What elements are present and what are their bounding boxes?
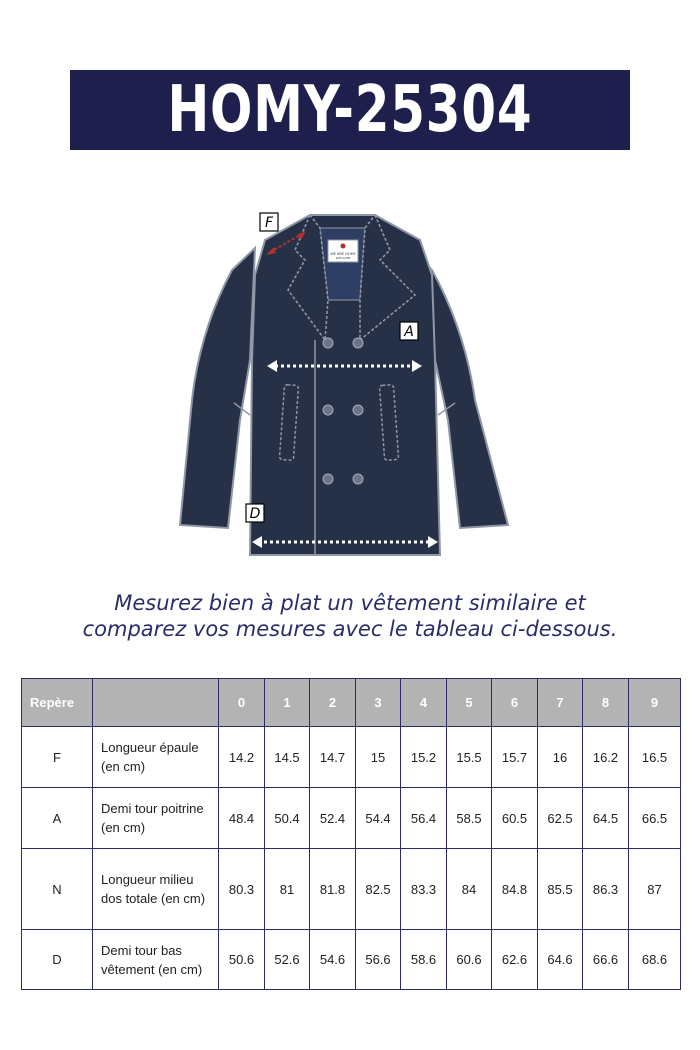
header-size: 2 bbox=[310, 679, 356, 727]
table-cell: 14.5 bbox=[265, 727, 310, 788]
marker-a: A bbox=[404, 324, 414, 340]
table-row bbox=[22, 727, 681, 788]
header-marker: Repère bbox=[22, 679, 93, 727]
header-size: 9 bbox=[629, 679, 681, 727]
label-tag-line1: WE ARE HOMY bbox=[330, 252, 356, 256]
table-cell: 16 bbox=[538, 727, 583, 788]
instructions bbox=[30, 590, 670, 642]
marker-f: F bbox=[264, 215, 274, 231]
table-cell: 50.4 bbox=[265, 788, 310, 849]
table-cell: 83.3 bbox=[401, 849, 447, 930]
table-cell: 14.7 bbox=[310, 727, 356, 788]
table-cell: 58.6 bbox=[401, 930, 447, 990]
row-label: Longueur épaule (en cm) bbox=[93, 727, 219, 788]
table-cell: 80.3 bbox=[219, 849, 265, 930]
header-size: 7 bbox=[538, 679, 583, 727]
table-cell: 66.5 bbox=[629, 788, 681, 849]
table-cell: 82.5 bbox=[356, 849, 401, 930]
table-cell: 64.6 bbox=[538, 930, 583, 990]
row-label: Demi tour poitrine (en cm) bbox=[93, 788, 219, 849]
title-banner bbox=[70, 70, 630, 150]
table-cell: 85.5 bbox=[538, 849, 583, 930]
table-row bbox=[22, 930, 681, 990]
table-cell: 56.6 bbox=[356, 930, 401, 990]
table-cell: 15 bbox=[356, 727, 401, 788]
table-cell: 84.8 bbox=[492, 849, 538, 930]
header-size: 3 bbox=[356, 679, 401, 727]
jacket-diagram bbox=[170, 200, 520, 570]
table-cell: 64.5 bbox=[583, 788, 629, 849]
row-marker: D bbox=[22, 930, 93, 990]
table-cell: 16.5 bbox=[629, 727, 681, 788]
table-cell: 81.8 bbox=[310, 849, 356, 930]
row-marker: F bbox=[22, 727, 93, 788]
table-cell: 60.6 bbox=[447, 930, 492, 990]
table-cell: 86.3 bbox=[583, 849, 629, 930]
table-cell: 15.7 bbox=[492, 727, 538, 788]
table-header-row bbox=[22, 679, 681, 727]
table-cell: 52.4 bbox=[310, 788, 356, 849]
header-size: 5 bbox=[447, 679, 492, 727]
header-size: 6 bbox=[492, 679, 538, 727]
table-cell: 16.2 bbox=[583, 727, 629, 788]
page-title: HOMY-25304 bbox=[167, 73, 533, 147]
header-size: 0 bbox=[219, 679, 265, 727]
table-cell: 56.4 bbox=[401, 788, 447, 849]
table-cell: 62.6 bbox=[492, 930, 538, 990]
table-cell: 66.6 bbox=[583, 930, 629, 990]
table-cell: 60.5 bbox=[492, 788, 538, 849]
header-size: 4 bbox=[401, 679, 447, 727]
table-cell: 50.6 bbox=[219, 930, 265, 990]
table-row bbox=[22, 788, 681, 849]
table-cell: 62.5 bbox=[538, 788, 583, 849]
left-sleeve bbox=[180, 248, 255, 528]
marker-d: D bbox=[249, 506, 261, 522]
row-label: Demi tour bas vêtement (en cm) bbox=[93, 930, 219, 990]
table-cell: 48.4 bbox=[219, 788, 265, 849]
instructions-line-2: comparez vos mesures avec le tableau ci-dessous. bbox=[82, 617, 618, 641]
table-cell: 54.4 bbox=[356, 788, 401, 849]
table-row bbox=[22, 849, 681, 930]
size-table bbox=[21, 678, 681, 990]
row-marker: A bbox=[22, 788, 93, 849]
table-cell: 58.5 bbox=[447, 788, 492, 849]
table-cell: 52.6 bbox=[265, 930, 310, 990]
table-cell: 68.6 bbox=[629, 930, 681, 990]
header-size: 8 bbox=[583, 679, 629, 727]
table-cell: 84 bbox=[447, 849, 492, 930]
row-marker: N bbox=[22, 849, 93, 930]
row-label: Longueur milieu dos totale (en cm) bbox=[93, 849, 219, 930]
table-cell: 15.2 bbox=[401, 727, 447, 788]
instructions-line-1: Mesurez bien à plat un vêtement similaire et bbox=[114, 591, 586, 615]
table-cell: 54.6 bbox=[310, 930, 356, 990]
header-size: 1 bbox=[265, 679, 310, 727]
header-description bbox=[93, 679, 219, 727]
label-tag-line2: SIZE GUIDE bbox=[335, 257, 351, 260]
table-cell: 87 bbox=[629, 849, 681, 930]
table-cell: 15.5 bbox=[447, 727, 492, 788]
table-cell: 14.2 bbox=[219, 727, 265, 788]
table-cell: 81 bbox=[265, 849, 310, 930]
